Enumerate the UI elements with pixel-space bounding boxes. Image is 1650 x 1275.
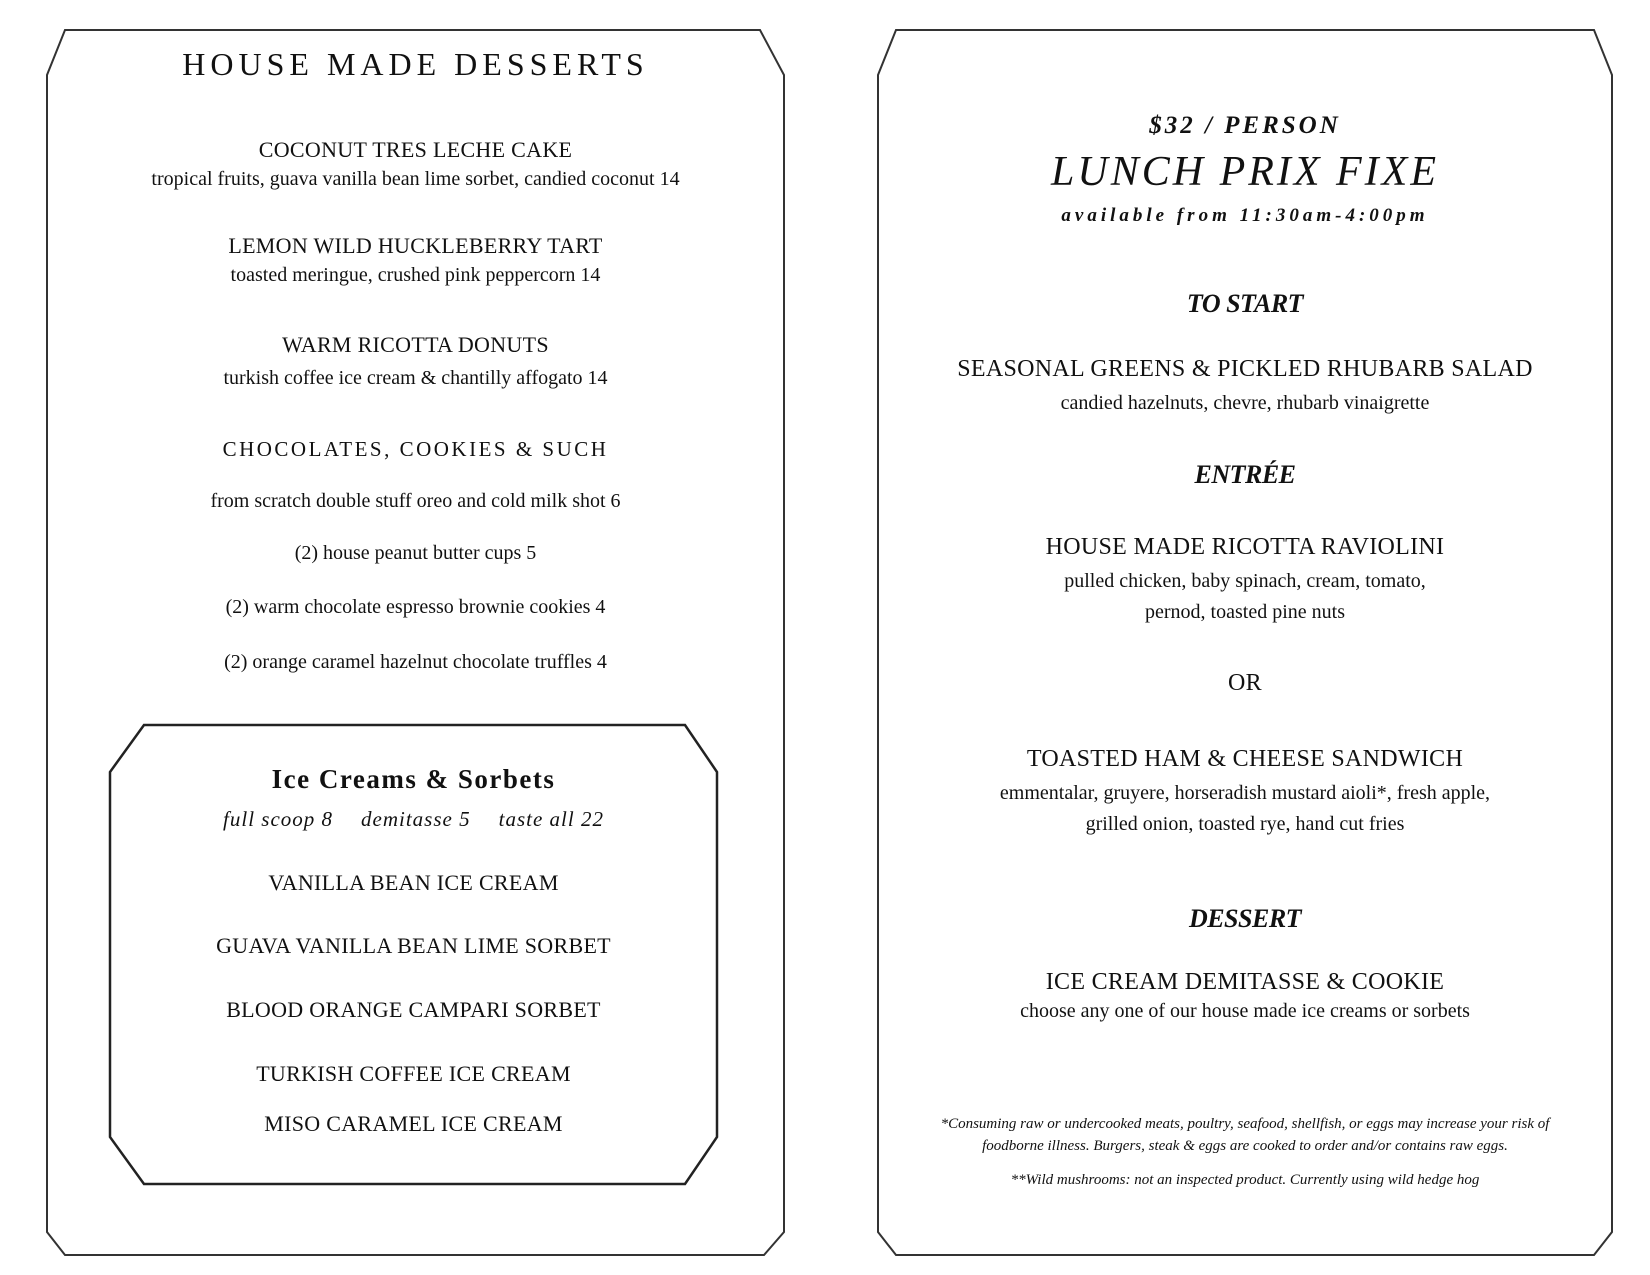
prix-fixe-title: LUNCH PRIX FIXE [1051,149,1439,195]
dessert-name: COCONUT TRES LECHE CAKE [258,137,573,162]
chocolates-heading: CHOCOLATES, COOKIES & SUCH [222,437,609,461]
dessert-name: LEMON WILD HUCKLEBERRY TART [228,233,603,258]
dessert-description: turkish coffee ice cream & chantilly affogato 14 [223,367,608,389]
to-start-heading: TO START [1186,289,1304,318]
entree-option-description: pulled chicken, baby spinach, cream, tomato, [1064,570,1426,592]
entree-option-name: TOASTED HAM & CHEESE SANDWICH [1026,746,1464,772]
mushroom-disclaimer: **Wild mushrooms: not an inspected product. Currently using wild hedge hog [1010,1172,1480,1188]
starter-name: SEASONAL GREENS & PICKLED RHUBARB SALAD [957,356,1533,382]
ice-creams-heading: Ice Creams & Sorbets [271,764,556,794]
prix-fixe-dessert-name: ICE CREAM DEMITASSE & COOKIE [1045,969,1445,995]
ice-cream-item: MISO CARAMEL ICE CREAM [264,1111,563,1136]
entree-heading: ENTRÉE [1194,460,1296,489]
entree-option-name: HOUSE MADE RICOTTA RAVIOLINI [1045,534,1445,560]
entree-option-description: grilled onion, toasted rye, hand cut fries [1085,813,1405,835]
pricing-full-scoop: full scoop 8 [223,807,334,831]
desserts-title: HOUSE MADE DESSERTS [182,46,649,82]
entree-option-description: emmentalar, gruyere, horseradish mustard aioli*, fresh apple, [999,782,1491,804]
entree-option-description: pernod, toasted pine nuts [1145,601,1345,623]
chocolates-item: (2) orange caramel hazelnut chocolate truffles 4 [224,651,607,673]
dessert-heading: DESSERT [1188,904,1302,933]
entree-or-separator: OR [1228,670,1262,696]
ice-creams-pricing [110,807,717,832]
chocolates-item: from scratch double stuff oreo and cold milk shot 6 [210,490,621,512]
starter-description: candied hazelnuts, chevre, rhubarb vinaigrette [1060,392,1430,414]
ice-cream-item: TURKISH COFFEE ICE CREAM [256,1061,571,1086]
ice-cream-item: BLOOD ORANGE CAMPARI SORBET [226,997,601,1022]
health-disclaimer: foodborne illness. Burgers, steak & eggs are cooked to order and/or contains raw eggs. [982,1138,1508,1154]
health-disclaimer: *Consuming raw or undercooked meats, poultry, seafood, shellfish, or eggs may increase your risk of [940,1116,1550,1132]
dessert-description: toasted meringue, crushed pink peppercorn 14 [230,264,601,286]
dessert-description: tropical fruits, guava vanilla bean lime sorbet, candied coconut 14 [151,168,680,190]
prix-fixe-dessert-description: choose any one of our house made ice creams or sorbets [1020,1000,1470,1022]
prix-fixe-availability: available from 11:30am-4:00pm [1061,205,1429,226]
prix-fixe-price: $32 / PERSON [1149,112,1341,139]
ice-cream-item: GUAVA VANILLA BEAN LIME SORBET [216,933,611,958]
chocolates-item: (2) warm chocolate espresso brownie cookies 4 [225,596,606,618]
ice-cream-item: VANILLA BEAN ICE CREAM [268,870,559,895]
chocolates-item: (2) house peanut butter cups 5 [294,542,537,564]
dessert-name: WARM RICOTTA DONUTS [282,332,549,357]
pricing-taste-all: taste all 22 [498,807,604,831]
pricing-demitasse: demitasse 5 [361,807,471,831]
